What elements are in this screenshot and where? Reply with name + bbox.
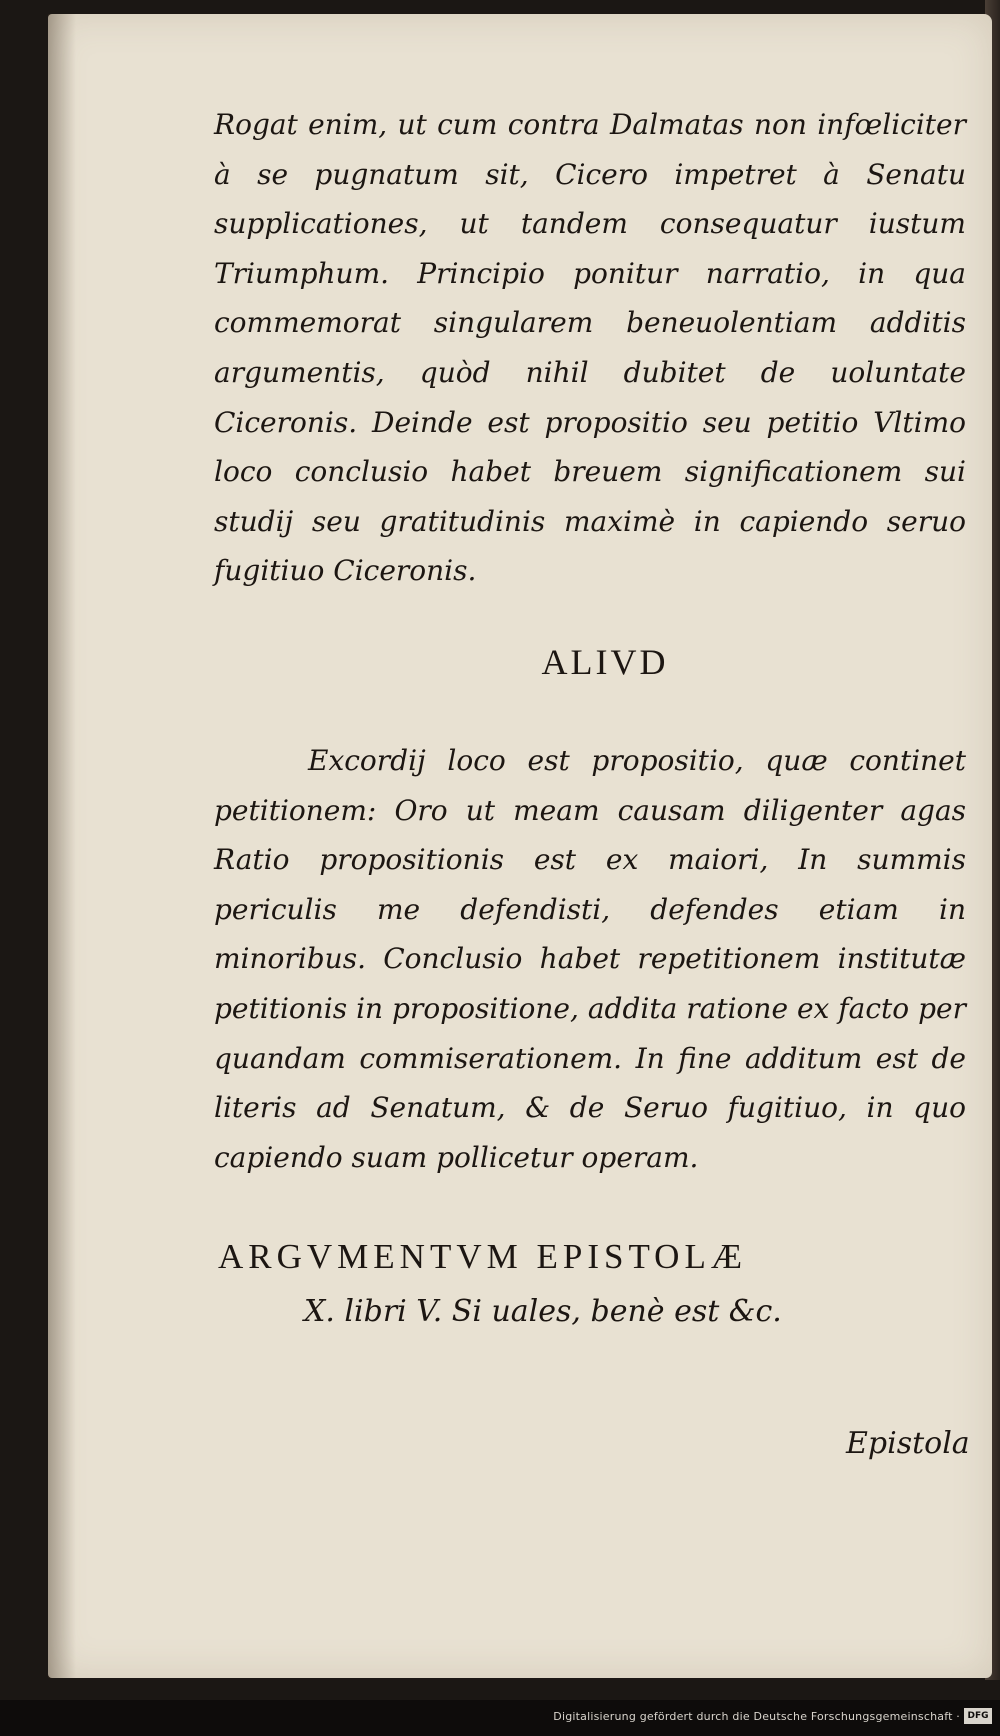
- heading-aliud: ALIVD: [541, 641, 669, 682]
- paragraph-2: Excordij loco est propositio, quæ continet petitionem: Oro ut meam causam diligenter agas Ratio propositionis est ex maiori, In summis periculis me defendisti, defendes etiam in minoribus. Conclusio habet repetitionem institutæ petitionis in propositione, addita ratione ex facto per quandam commiserationem. In fine additum est de literis ad Senatum, & de Seruo fugitiuo, in quo capiendo suam pollicetur operam.: [214, 743, 966, 1174]
- catchword: Epistola: [846, 1426, 970, 1461]
- paragraph-1: Rogat enim, ut cum contra Dalmatas non infœliciter à se pugnatum sit, Cicero impetret à Senatu supplicationes, ut tandem consequatur iustum Triumphum. Principio ponitur narratio, in qua commemorat singularem beneuolentiam additis argumentis, quòd nihil dubitet de uoluntate Ciceronis. Deinde est propositio seu petitio Vltimo loco conclusio habet breuem significationem sui studij seu gratitudinis maximè in capiendo seruo fugitiuo Ciceronis.: [214, 108, 966, 588]
- heading-argumentum-sub: X. libri V. Si uales, benè est &c.: [304, 1294, 782, 1330]
- dfg-logo: DFG: [964, 1708, 992, 1724]
- gutter-shadow: [48, 14, 76, 1678]
- heading-argumentum: ARGVMENTVM EPISTOLÆ: [218, 1237, 747, 1277]
- footer-credit: Digitalisierung gefördert durch die Deutsche Forschungsgemeinschaft ·: [553, 1710, 960, 1723]
- text-block: [214, 100, 966, 1338]
- footer-bar: [0, 1700, 1000, 1736]
